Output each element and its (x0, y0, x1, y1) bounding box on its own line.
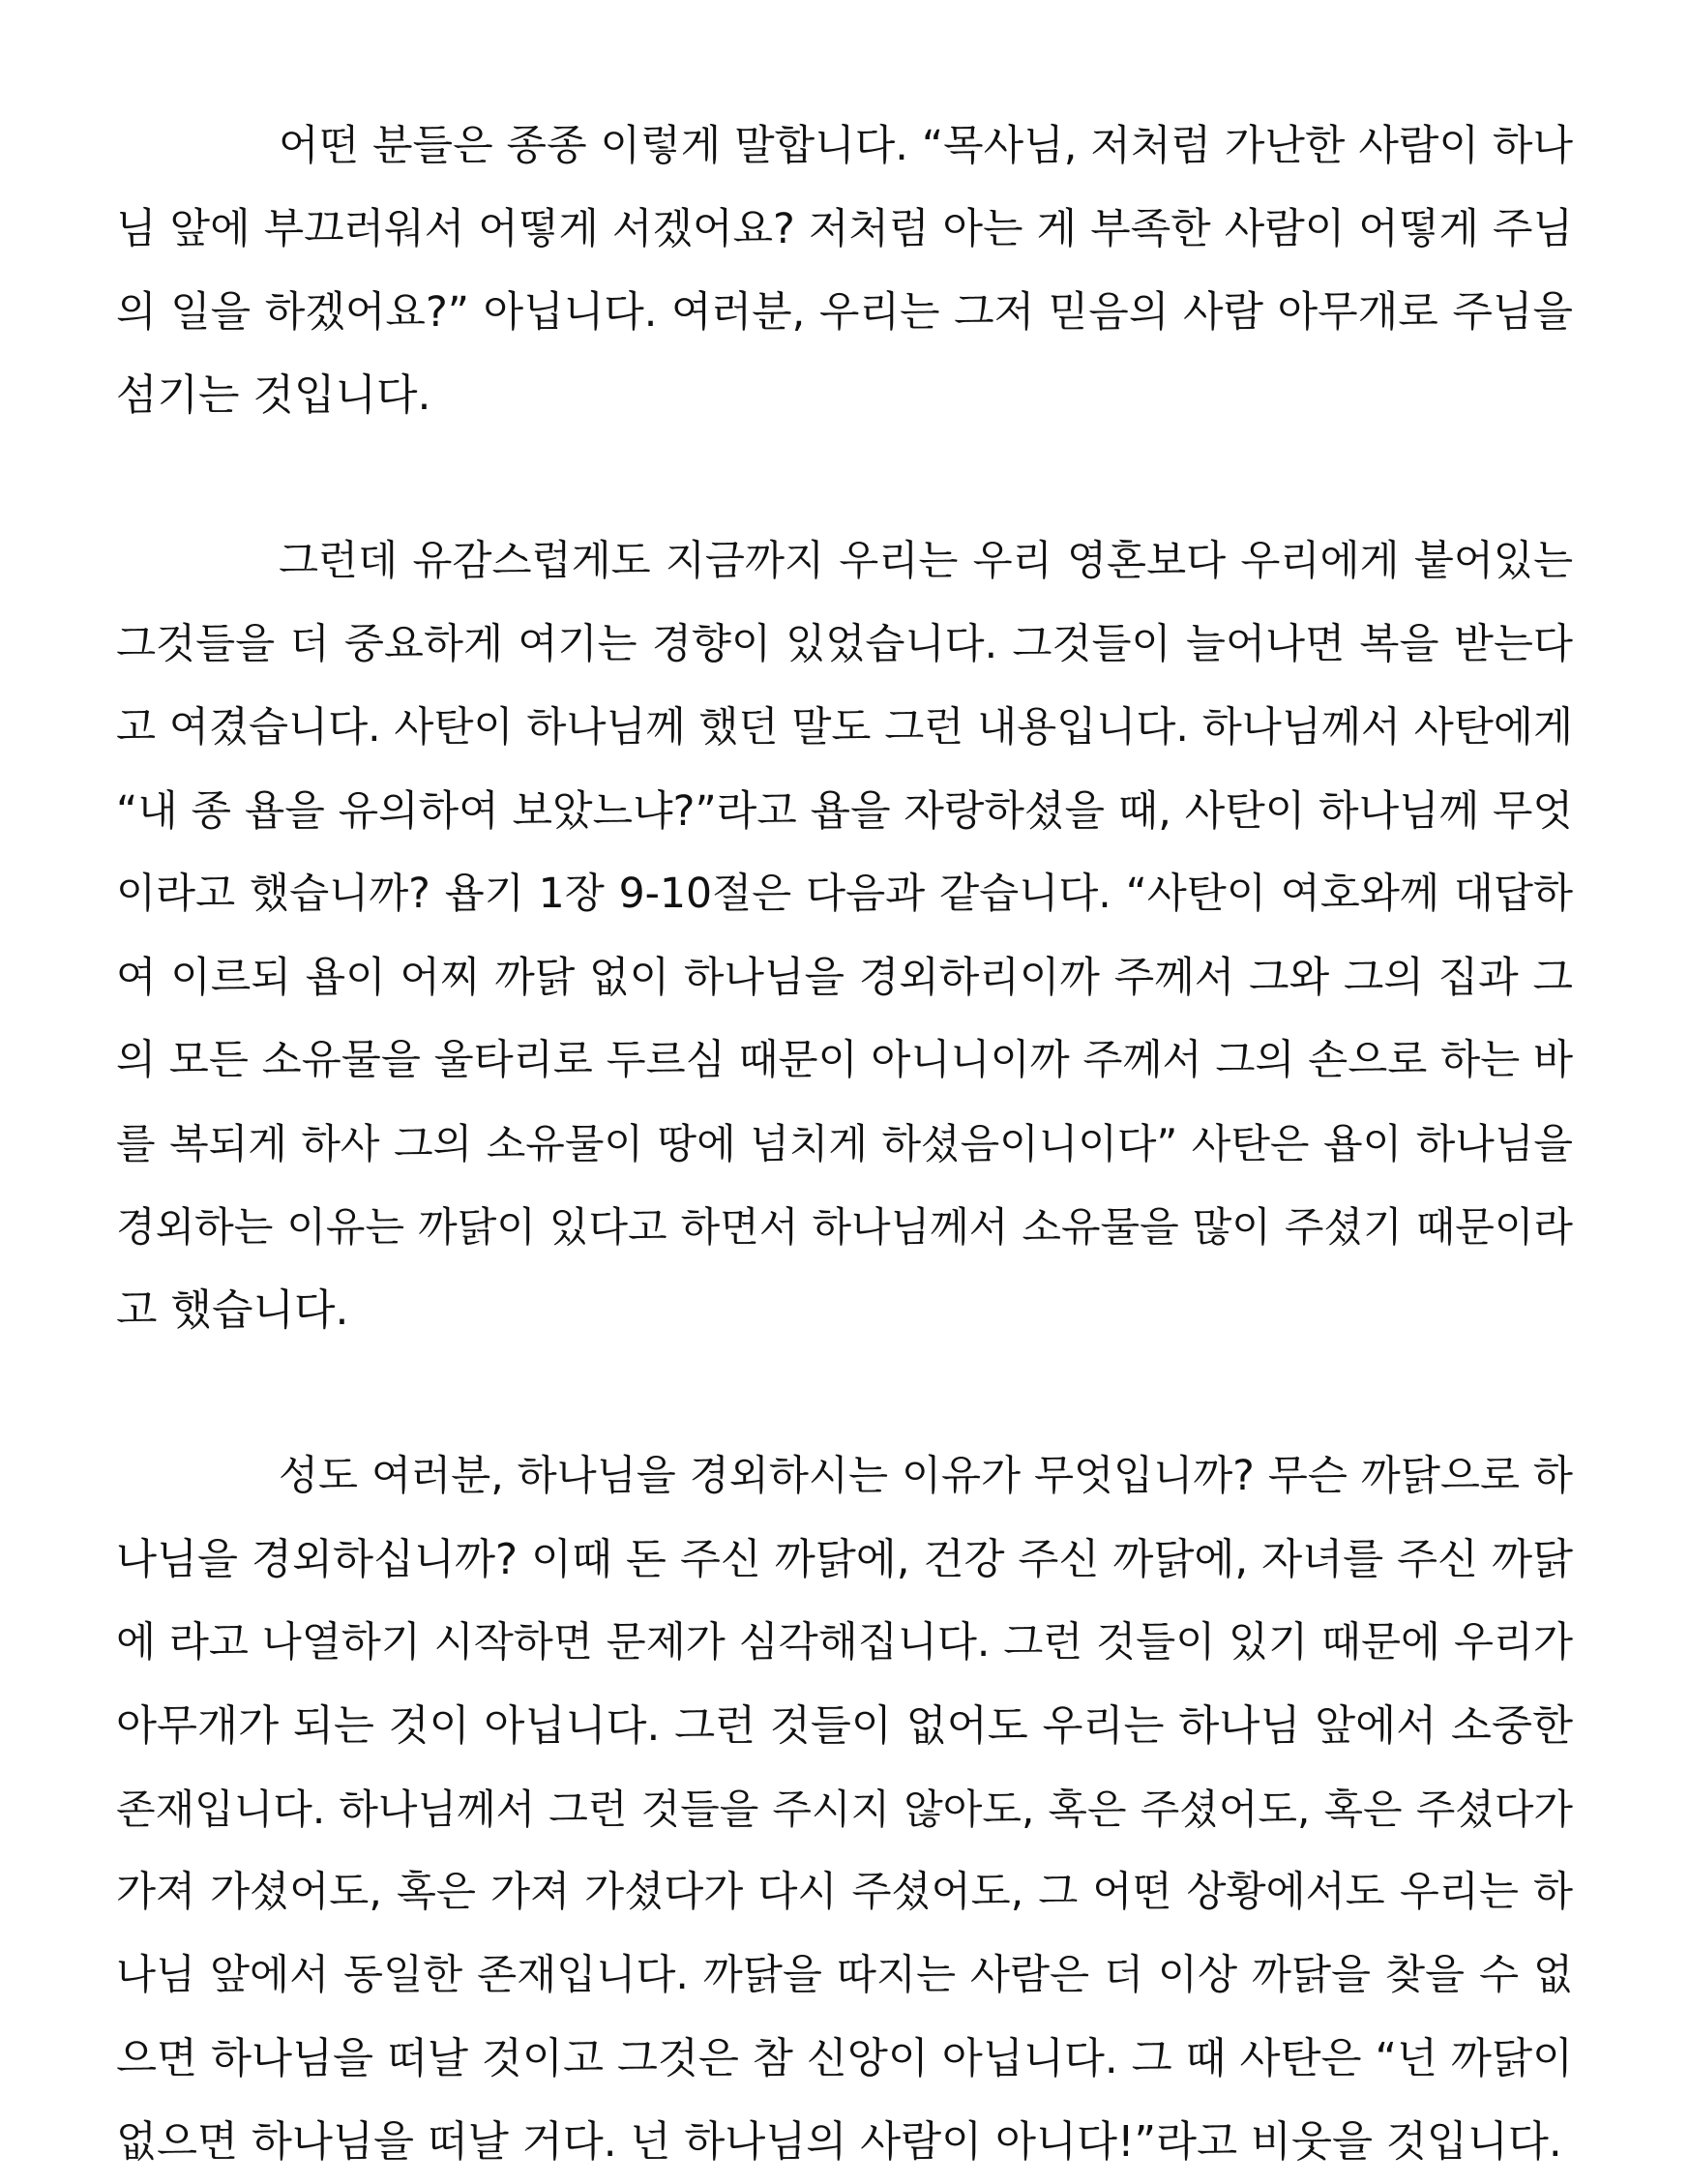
text-line: “내 종 욥을 유의하여 보았느냐?”라고 욥을 자랑하셨을 때, 사탄이 하나님께 무엇 (116, 787, 1573, 836)
text-line: 이라고 했습니까? 욥기 1장 9-10절은 다음과 같습니다. “사탄이 여호와께 대답하 (116, 871, 1573, 918)
text-line: 님 앞에 부끄러워서 어떻게 서겠어요? 저처럼 아는 게 부족한 사람이 어떻게 주님 (116, 205, 1573, 253)
text-line: 여 이르되 욥이 어찌 까닭 없이 하나님을 경외하리이까 주께서 그와 그의 집과 그 (116, 954, 1573, 1002)
text-line: 나님 앞에서 동일한 존재입니다. 까닭을 따지는 사람은 더 이상 까닭을 찾을 수 없 (116, 1952, 1573, 1999)
paragraph-gap (116, 437, 1573, 520)
text-line: 의 모든 소유물을 울타리로 두르심 때문이 아니니이까 주께서 그의 손으로 하는 바 (116, 1037, 1573, 1084)
text-line: 가져 가셨어도, 혹은 가져 가셨다가 다시 주셨어도, 그 어떤 상황에서도 우리는 하 (116, 1869, 1573, 1916)
text-line: 성도 여러분, 하나님을 경외하시는 이유가 무엇입니까? 무슨 까닭으로 하 (279, 1453, 1573, 1500)
text-line: 고 여겼습니다. 사탄이 하나님께 했던 말도 그런 내용입니다. 하나님께서 사탄에게 (116, 704, 1573, 752)
text-line: 에 라고 나열하기 시작하면 문제가 심각해집니다. 그런 것들이 있기 때문에 우리가 (116, 1619, 1573, 1667)
text-line: 으면 하나님을 떠날 것이고 그것은 참 신앙이 아닙니다. 그 때 사탄은 “넌 까닭이 (116, 2035, 1573, 2083)
document-page (116, 104, 1573, 2184)
text-line: 나님을 경외하십니까? 이때 돈 주신 까닭에, 건강 주신 까닭에, 자녀를 주신 까닭 (116, 1536, 1573, 1584)
text-line: 존재입니다. 하나님께서 그런 것들을 주시지 않아도, 혹은 주셨어도, 혹은 주셨다가 (116, 1786, 1573, 1833)
text-line: 고 했습니다. (116, 1285, 349, 1335)
text-line: 그것들을 더 중요하게 여기는 경향이 있었습니다. 그것들이 늘어나면 복을 받는다 (116, 621, 1573, 668)
paragraph-3 (116, 1435, 1573, 2184)
paragraph-2 (116, 520, 1573, 1352)
text-line: 를 복되게 하사 그의 소유물이 땅에 넘치게 하셨음이니이다” 사탄은 욥이 하나님을 (116, 1120, 1573, 1167)
text-line: 없으면 하나님을 떠날 거다. 넌 하나님의 사람이 아니다!”라고 비웃을 것입니다. (116, 2118, 1562, 2167)
paragraph-1 (116, 104, 1573, 437)
text-line: 섬기는 것입니다. (116, 370, 431, 420)
text-line: 그런데 유감스럽게도 지금까지 우리는 우리 영혼보다 우리에게 붙어있는 (279, 538, 1573, 585)
paragraph-gap (116, 1352, 1573, 1435)
text-line: 경외하는 이유는 까닭이 있다고 하면서 하나님께서 소유물을 많이 주셨기 때문이라 (116, 1203, 1573, 1251)
text-line: 아무개가 되는 것이 아닙니다. 그런 것들이 없어도 우리는 하나님 앞에서 소중한 (116, 1702, 1573, 1751)
text-line: 의 일을 하겠어요?” 아닙니다. 여러분, 우리는 그저 믿음의 사람 아무개로 주님을 (116, 288, 1573, 337)
text-line: 어떤 분들은 종종 이렇게 말합니다. “목사님, 저처럼 가난한 사람이 하나 (279, 122, 1573, 170)
